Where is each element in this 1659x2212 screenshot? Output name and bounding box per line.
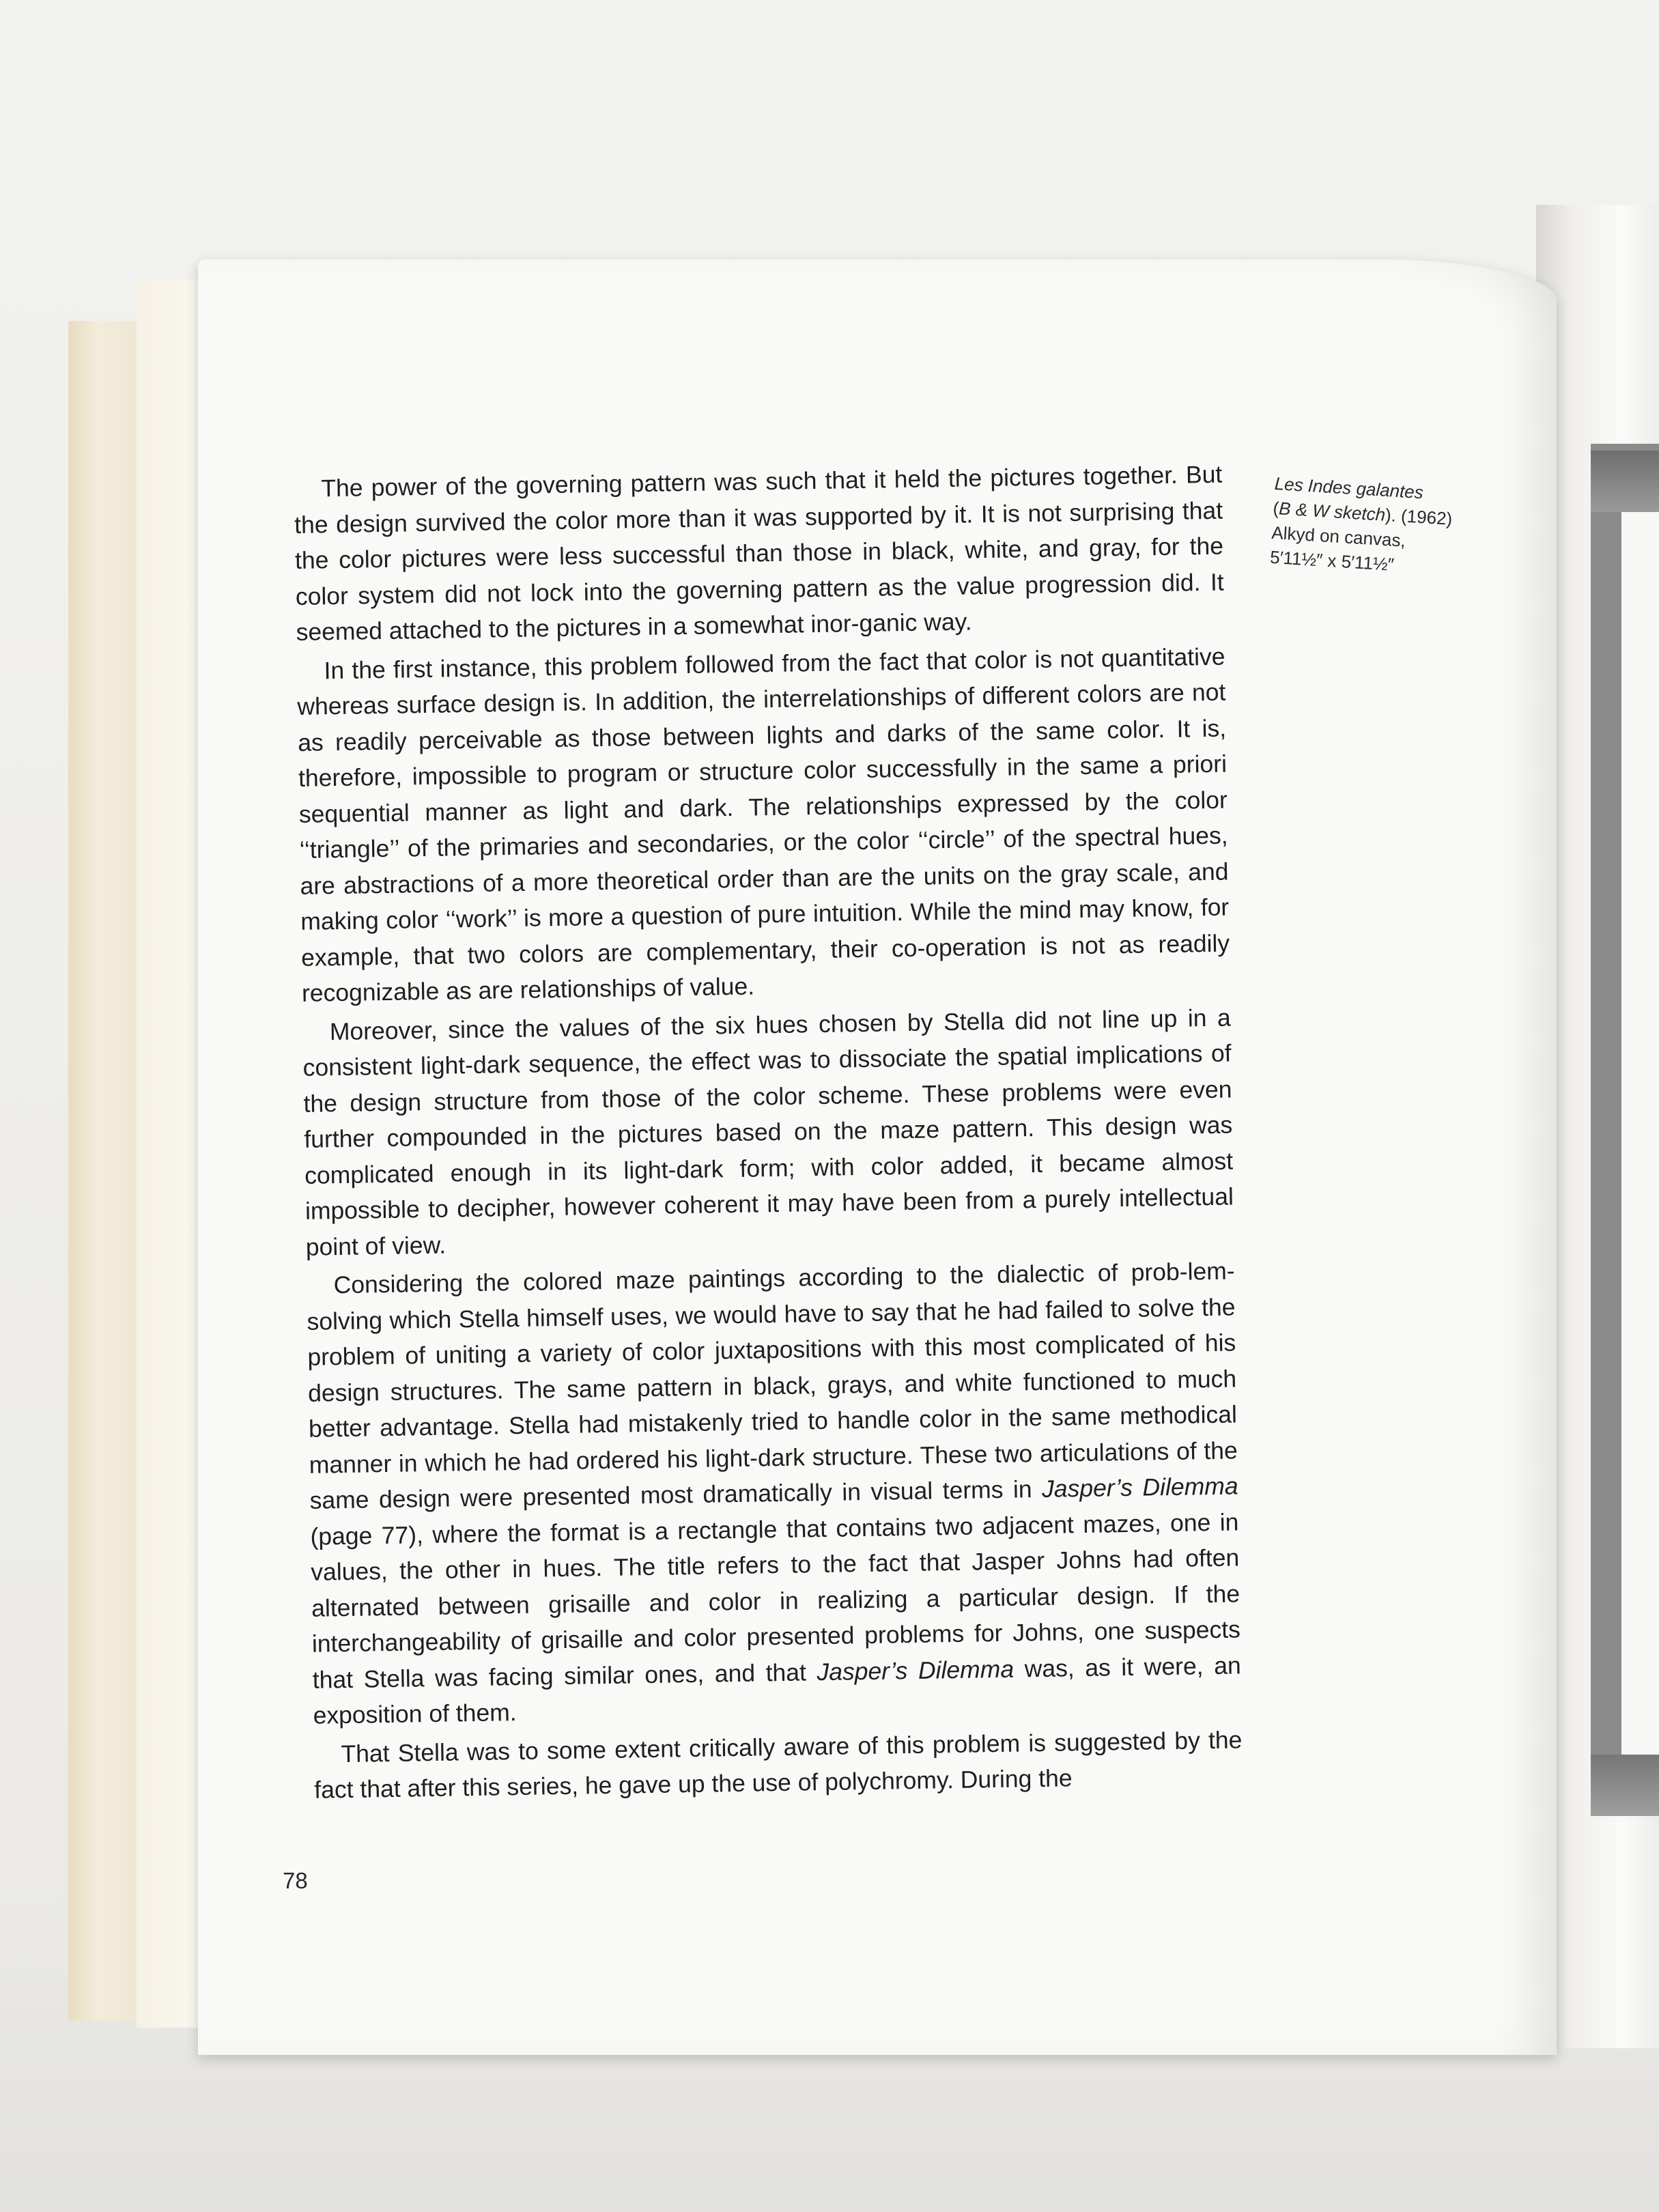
paragraph-4 [306, 1253, 1242, 1733]
jaspers-dilemma-title-2: Jasper’s Dilemma [817, 1655, 1015, 1686]
paragraph-2: In the first instance, this problem followed from the fact that color is not quantitative whereas surface design is. In addition, the interrelationships of different colors are not as readily perceivable as those between lights and darks of the same color. It is, therefore, impossible to program or structure color successfully in the same a priori sequential manner as light and dark. The relationships expressed by the color ‘‘triangle’’ of the primaries and secondaries, or the color ‘‘circle’’ of the spectral hues, are abstractions of a more theoretical order than are the units on the gray scale, and making color ‘‘work’’ is more a question of pure intuition. While the mind may know, for example, that two colors are complementary, their co-operation is not as readily recognizable as are relationships of value. [297, 642, 1230, 1007]
figure-caption [1269, 471, 1493, 582]
artwork-top-bevel [1591, 451, 1659, 512]
artwork-inner-panel [1621, 485, 1659, 1768]
caption-title: Les Indes galantes [1273, 472, 1424, 503]
caption-medium: Alkyd on canvas, [1271, 522, 1406, 551]
page-number: 78 [283, 1868, 308, 1893]
paragraph-1: The power of the governing pattern was such that it held the pictures together. But the design survived the color more than it was supported by it. It is not surprising that the color pictures were less successful than those in black, white, and gray, for the color system did not lock into the governing pattern as the value progression did. It seemed attached to the pictures in a somewhat inor-ganic way. [294, 460, 1225, 646]
artwork-bottom-bevel [1591, 1755, 1659, 1816]
paragraph-3: Moreover, since the values of the six hues chosen by Stella did not line up in a consistent light-dark sequence, the effect was to dissociate the spatial implications of the design structure from those of the color scheme. These problems were even further compounded in the pictures based on the maze pattern. This design was complicated enough in its light-dark form; with color added, it became almost impossible to decipher, however coherent it may have been from a purely intellectual point of view. [302, 1004, 1234, 1261]
paragraph-4-part-3: was, as it were, an exposition of them. [313, 1651, 1241, 1729]
paragraph-5: That Stella was to some extent critically aware of this problem is suggested by the fact that after this series, he gave up the use of polychromy. During the [314, 1725, 1243, 1804]
paragraph-4-part-1: Considering the colored maze paintings according to the dialectic of prob-lem-solving which Stella himself uses, we would have to say that he had failed to solve the problem of uniting a variety of color juxtapositions with this most complicated of his design structures. The same pattern in black, grays, and white functioned to much better advantage. Stella had mistakenly tried to handle color in the same methodical manner in which he had ordered his light-dark structure. These two articulations of the same design were presented most dramatically in visual terms in [307, 1257, 1238, 1514]
caption-dimensions: 5′11½″ x 5′11½″ [1269, 546, 1395, 575]
caption-line-2: (B & W sketch). (1962) [1272, 497, 1454, 529]
body-text [294, 457, 1243, 1811]
paragraph-4-part-2: (page 77), where the format is a rectangle that contains two adjacent mazes, one in values, the other in hues. The title refers to the fact that Jasper Johns had often alternated between grisaille and color in realizing a particular design. If the interchangeability of grisaille and color presented problems for Johns, one suspects that Stella was facing similar ones, and that [310, 1507, 1241, 1694]
jaspers-dilemma-title: Jasper’s Dilemma [1041, 1472, 1238, 1503]
